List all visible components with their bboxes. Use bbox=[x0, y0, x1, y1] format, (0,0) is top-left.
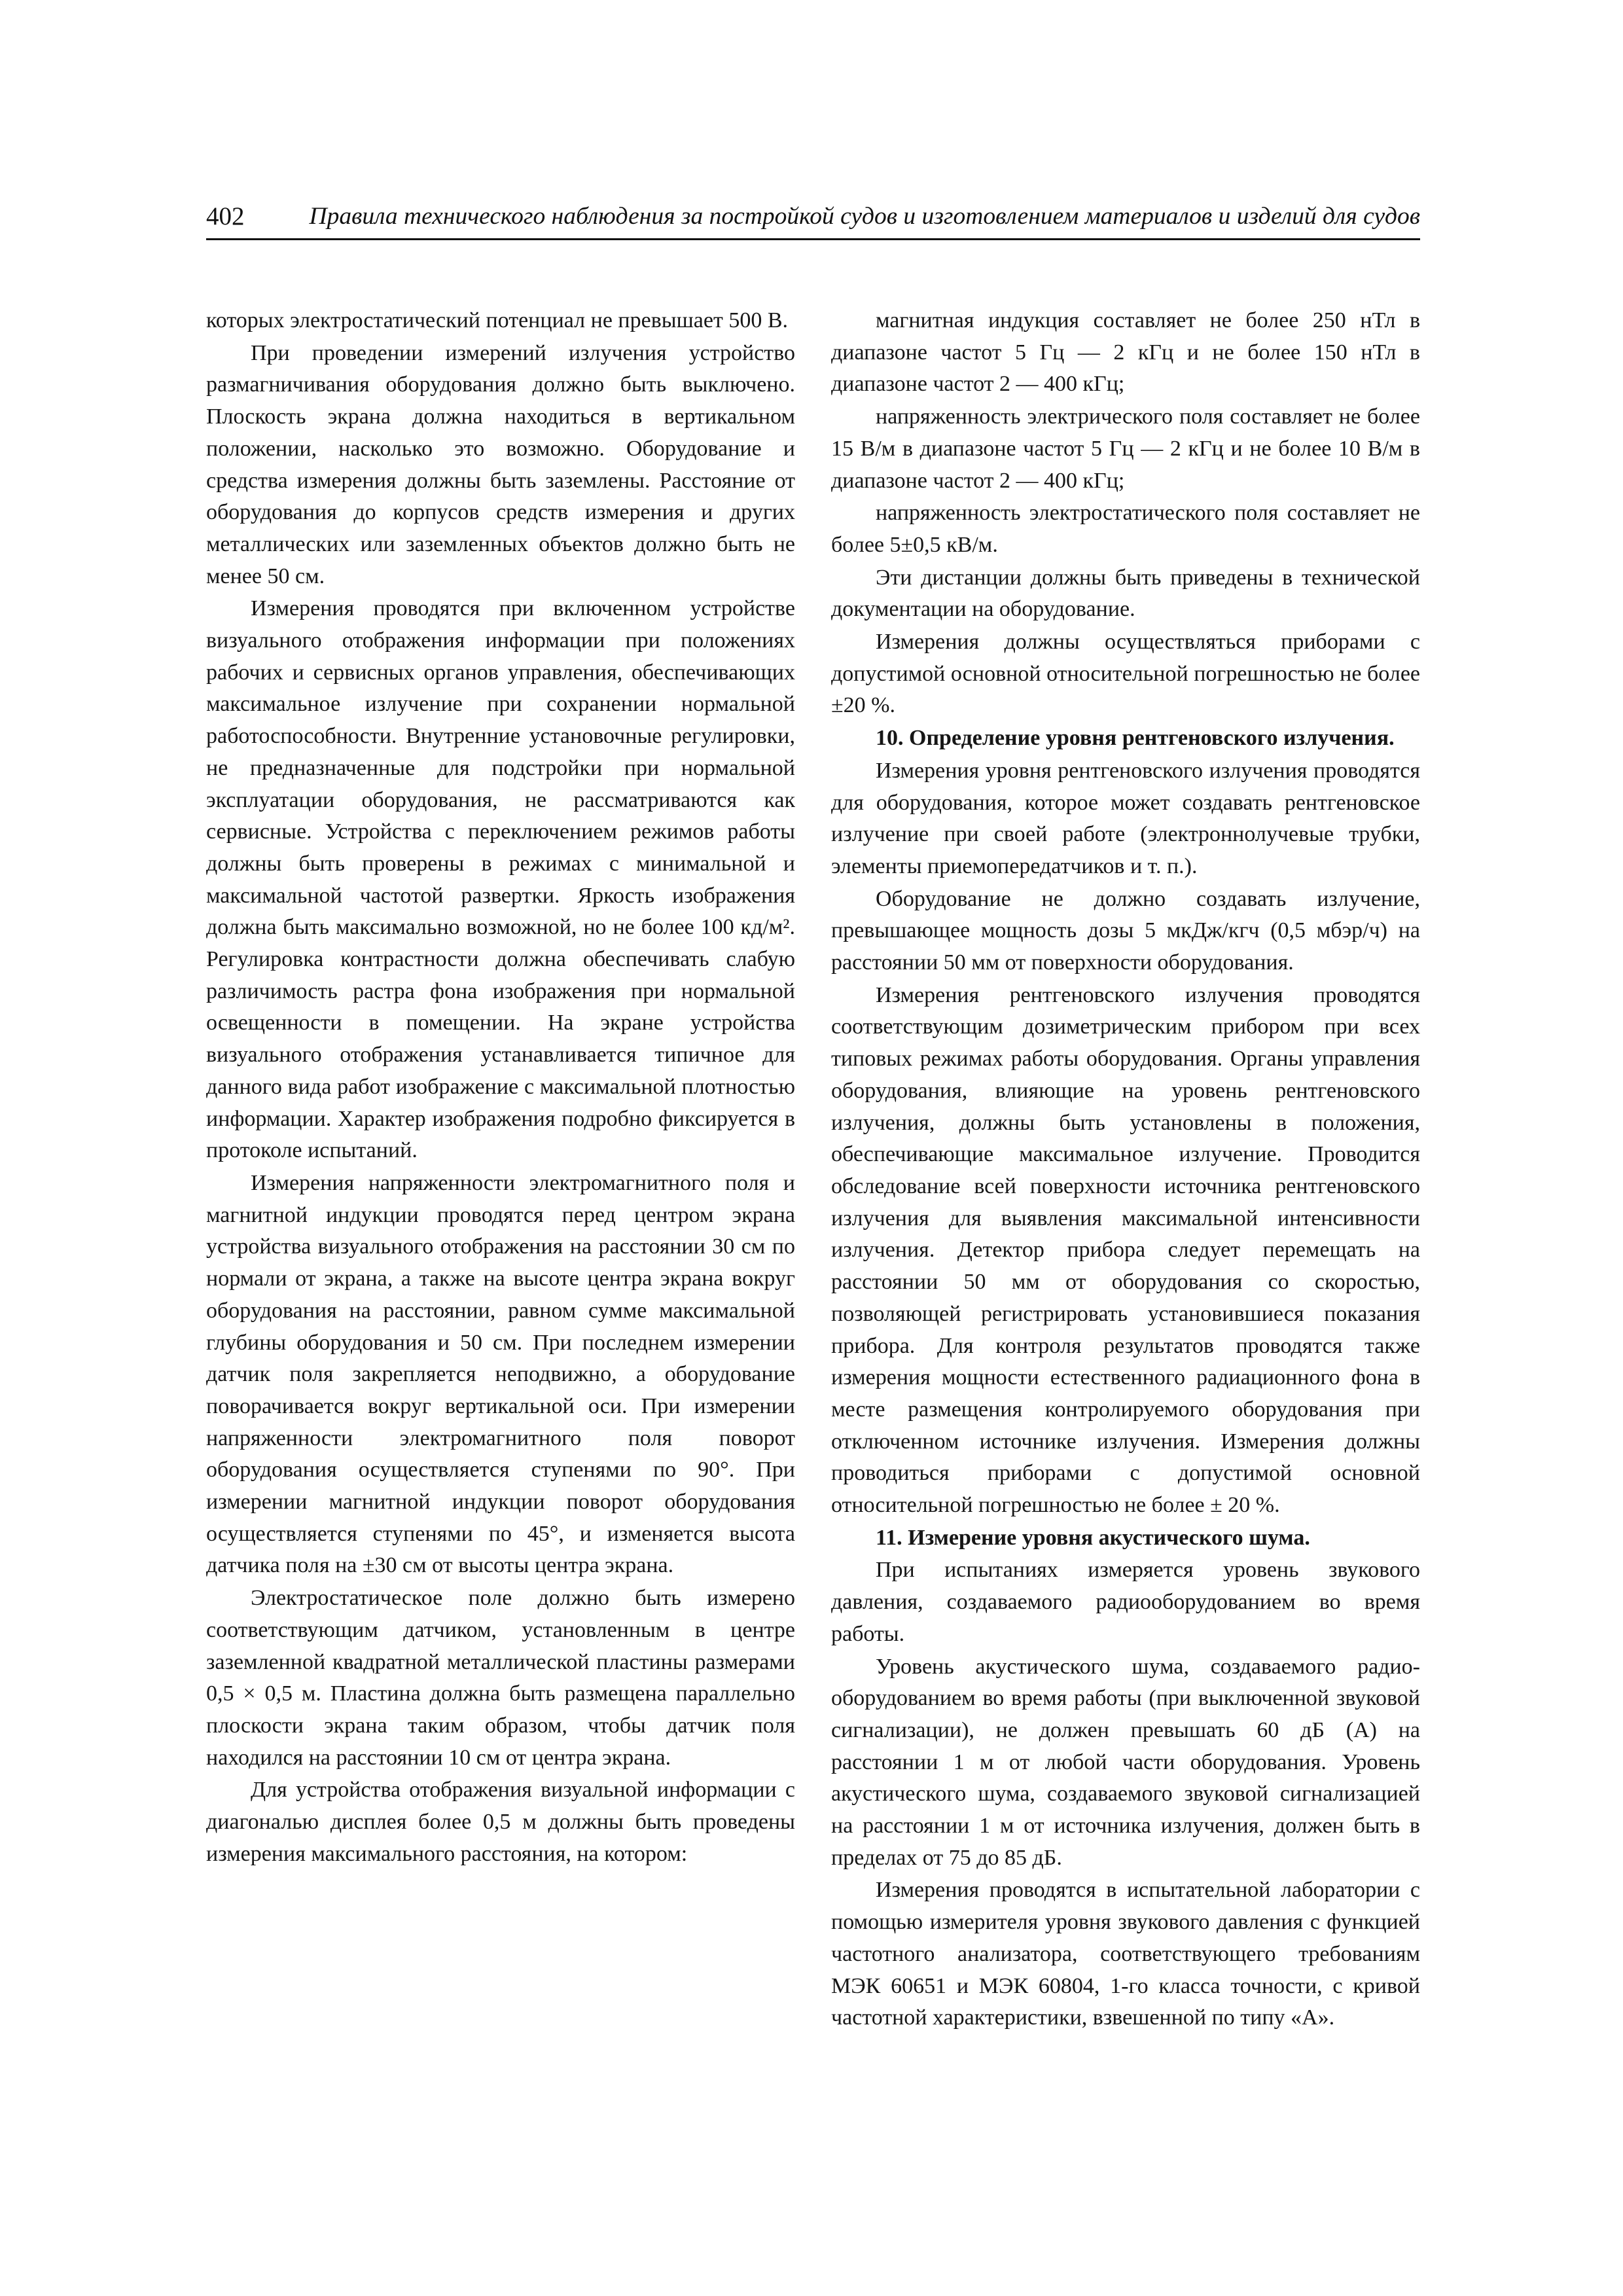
paragraph: При проведении измерений излучения устройство размагничивания оборудования должно быть выключено. Плоскость экрана должна находиться в вертикальном положении, насколько это возможно. Оборудование и средства измерения должны быть заземлены. Расстояние от оборудования до корпусов средств измерения и других металлических или заземленных объектов должно быть не менее 50 см. bbox=[206, 340, 795, 588]
paragraph: Уровень акустического шума, создаваемого радиооборудованием во время работы (при выключенной звуковой сигнализации), не должен превышать 60 дБ (А) на расстоянии 1 м от любой части оборудования. Уровень акустического шума, создаваемого звуковой сигнализацией на расстоянии 1 м от источника излучения, должен быть в пределах от 75 до 85 дБ. bbox=[831, 1654, 1420, 1870]
header-rule bbox=[206, 238, 1420, 240]
paragraph: Измерения проводятся при включенном устройстве визуального отображения информации при положениях рабочих и сервисных органов управления, обеспечивающих максимальное излучение при сохранении нормальной работоспособности. Внутренние установочные регулировки, не предназначенные для подстройки при нормальной эксплуатации оборудования, не рассматриваются как сервисные. Устройства с переключением режимов работы должны быть проверены в режимах с минимальной и максимальной частотой развертки. Яркость изображения должна быть максимально возможной, но не более 100 кд/м². Регулировка контрастности должна обеспечивать слабую различимость растра фона изображения при нормальной освещенности в помещении. На экране устройства визуального отображения устанавливается типичное для данного вида работ изображение с максимальной плотностью информации. Характер изображения подробно фиксируется в протоколе испытаний. bbox=[206, 596, 795, 1163]
paragraph: напряженность электростатического поля составляет не более 5±0,5 кВ/м. bbox=[831, 501, 1420, 557]
paragraph: напряженность электрического поля составляет не более 15 В/м в диапазоне частот 5 Гц — 2 кГц и не более 10 В/м в диапазоне частот 2 — 400 кГц; bbox=[831, 404, 1420, 493]
page-header bbox=[206, 200, 1420, 233]
paragraph: Измерения рентгеновского излучения проводятся соответствующим дозиметрическим прибором при всех типовых режимах работы оборудования. Органы управления оборудования, влияющие на уровень рентгеновского излучения, должны быть установлены в положения, обеспечивающие максимальное излучение. Проводится обследование всей поверхности источника рентгеновского излучения для выявления максимальной интенсивности излучения. Детектор прибора следует перемещать на расстоянии 50 мм от оборудования со скоростью, позволяющей регистрировать установившиеся показания прибора. Для контроля результатов проводятся также измерения мощности естественного радиационного фона в месте размещения контролируемого оборудования при отключенном источнике излучения. Измерения должны проводиться приборами с допустимой основной относительной погрешностью не более ± 20 %. bbox=[831, 982, 1420, 1518]
section-heading-11: 11. Измерение уровня акустического шума. bbox=[876, 1525, 1310, 1550]
paragraph: Оборудование не должно создавать излучение, превышающее мощность дозы 5 мкДж/кгч (0,5 мбэр/ч) на расстоянии 50 мм от поверхности оборудования. bbox=[831, 886, 1420, 975]
left-column bbox=[206, 305, 795, 2164]
paragraph: Измерения уровня рентгеновского излучения проводятся для оборудования, которое может создавать рентгеновское излучение при своей работе (электроннолучевые трубки, элементы приемопередатчиков и т. п.). bbox=[831, 758, 1420, 878]
paragraph: Эти дистанции должны быть приведены в технической документации на оборудование. bbox=[831, 565, 1420, 622]
paragraph: магнитная индукция составляет не более 250 нТл в диапазоне частот 5 Гц — 2 кГц и не более 150 нТл в диапазоне частот 2 — 400 кГц; bbox=[831, 308, 1420, 397]
section-heading-10: 10. Определение уровня рентгеновского излучения. bbox=[876, 726, 1395, 751]
paragraph: Для устройства отображения визуальной информации с диагональю дисплея более 0,5 м должны быть проведены измерения максимального расстояния, на котором: bbox=[206, 1778, 795, 1866]
paragraph: которых электростатический потенциал не превышает 500 В. bbox=[206, 308, 788, 332]
paragraph: Электростатическое поле должно быть измерено соответствующим датчиком, установленным в центре заземленной квадратной металлической пластины размерами 0,5 × 0,5 м. Пластина должна быть размещена параллельно плоскости экрана таким образом, чтобы датчик поля находился на расстоянии 10 см от центра экрана. bbox=[206, 1586, 795, 1770]
right-column bbox=[831, 305, 1420, 2164]
paragraph: Измерения должны осуществляться приборами с допустимой основной относительной погрешностью не более ±20 %. bbox=[831, 630, 1420, 718]
running-title: Правила технического наблюдения за постройкой судов и изготовлением материалов и изделий для судов bbox=[309, 203, 1420, 230]
paragraph: При испытаниях измеряется уровень звукового давления, создаваемого радиооборудованием во время работы. bbox=[831, 1558, 1420, 1646]
paragraph: Измерения напряженности электромагнитного поля и магнитной индукции проводятся перед центром экрана устройства визуального отображения на расстоянии 30 см по нормали от экрана, а также на высоте центра экрана вокруг оборудования на расстоянии, равном сумме максимальной глубины оборудования и 50 см. При последнем измерении датчик поля закрепляется неподвижно, а оборудование поворачивается вокруг вертикальной оси. При измерении напряженности электромагнитного поля поворот оборудования осуществляется ступенями по 90°. При измерении магнитной индукции поворот оборудования осуществляется ступенями по 45°, и изменяется высота датчика поля на ±30 см от высоты центра экрана. bbox=[206, 1170, 795, 1578]
page-number: 402 bbox=[206, 202, 245, 230]
paragraph: Измерения проводятся в испытательной лаборатории с помощью измерителя уровня звукового давления с функцией частотного анализатора, соответствующего требованиям МЭК 60651 и МЭК 60804, 1-го класса точности, с кривой частотной характеристики, взвешенной по типу «А». bbox=[831, 1878, 1420, 2030]
